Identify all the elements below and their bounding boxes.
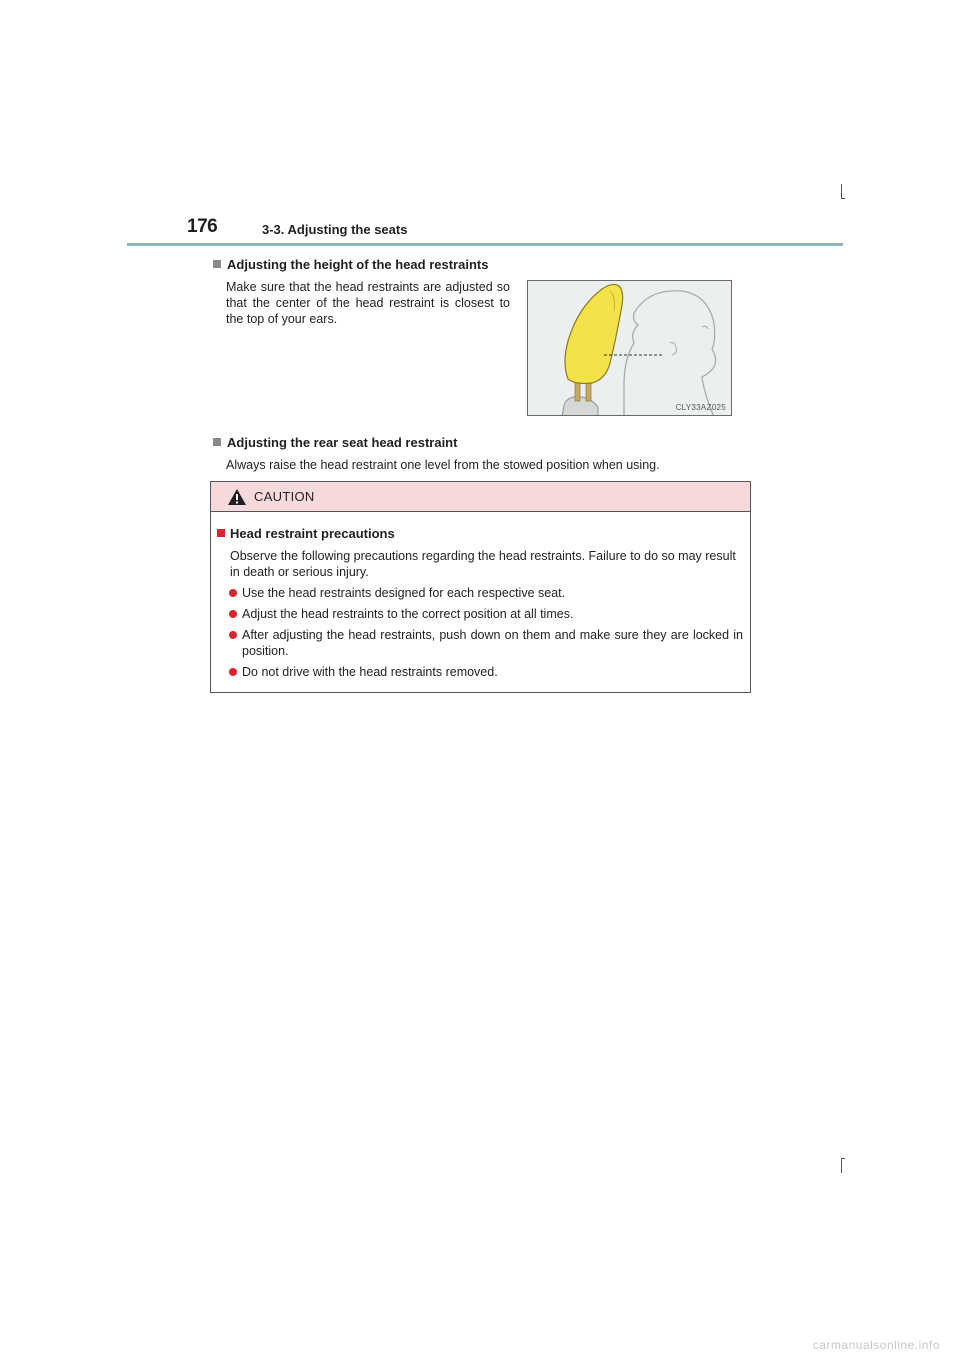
bullet-dot-icon — [229, 631, 237, 639]
bullet-dot-icon — [229, 610, 237, 618]
caution-heading: Head restraint precautions — [217, 526, 395, 541]
caution-header — [211, 482, 750, 512]
caution-box — [210, 481, 751, 693]
caution-item: Do not drive with the head restraints removed. — [229, 664, 743, 680]
header-rule — [127, 243, 843, 246]
section-heading-height: Adjusting the height of the head restraints — [213, 257, 488, 272]
crop-mark-top-tick — [841, 198, 845, 199]
crop-mark-top — [841, 184, 842, 199]
watermark: carmanualsonline.info — [812, 1338, 940, 1352]
warning-triangle-icon — [227, 488, 247, 506]
caution-intro: Observe the following precautions regarding the head restraints. Failure to do so may result in death or serious injury. — [230, 549, 736, 579]
caution-item: Use the head restraints designed for each respective seat. — [229, 585, 743, 601]
section-heading-rear: Adjusting the rear seat head restraint — [213, 435, 457, 450]
figure-code: CLY33AZ025 — [675, 403, 726, 412]
section-title: 3-3. Adjusting the seats — [262, 222, 408, 237]
square-bullet-icon — [213, 438, 221, 446]
page-number: 176 — [187, 216, 218, 237]
caution-item: Adjust the head restraints to the correct position at all times. — [229, 606, 743, 622]
head-restraint-illustration — [528, 281, 732, 416]
square-bullet-icon — [217, 529, 225, 537]
section-body-rear: Always raise the head restraint one level from the stowed position when using. — [226, 458, 660, 472]
square-bullet-icon — [213, 260, 221, 268]
crop-mark-bottom — [841, 1158, 842, 1173]
bullet-dot-icon — [229, 589, 237, 597]
section-body-height: Make sure that the head restraints are adjusted so that the center of the head restraint is closest to the top of your ears. — [226, 280, 510, 326]
caution-label: CAUTION — [254, 489, 315, 504]
crop-mark-bottom-tick — [841, 1158, 845, 1159]
head-restraint-figure — [527, 280, 732, 416]
bullet-dot-icon — [229, 668, 237, 676]
caution-item: After adjusting the head restraints, push down on them and make sure they are locked in position. — [229, 627, 743, 659]
